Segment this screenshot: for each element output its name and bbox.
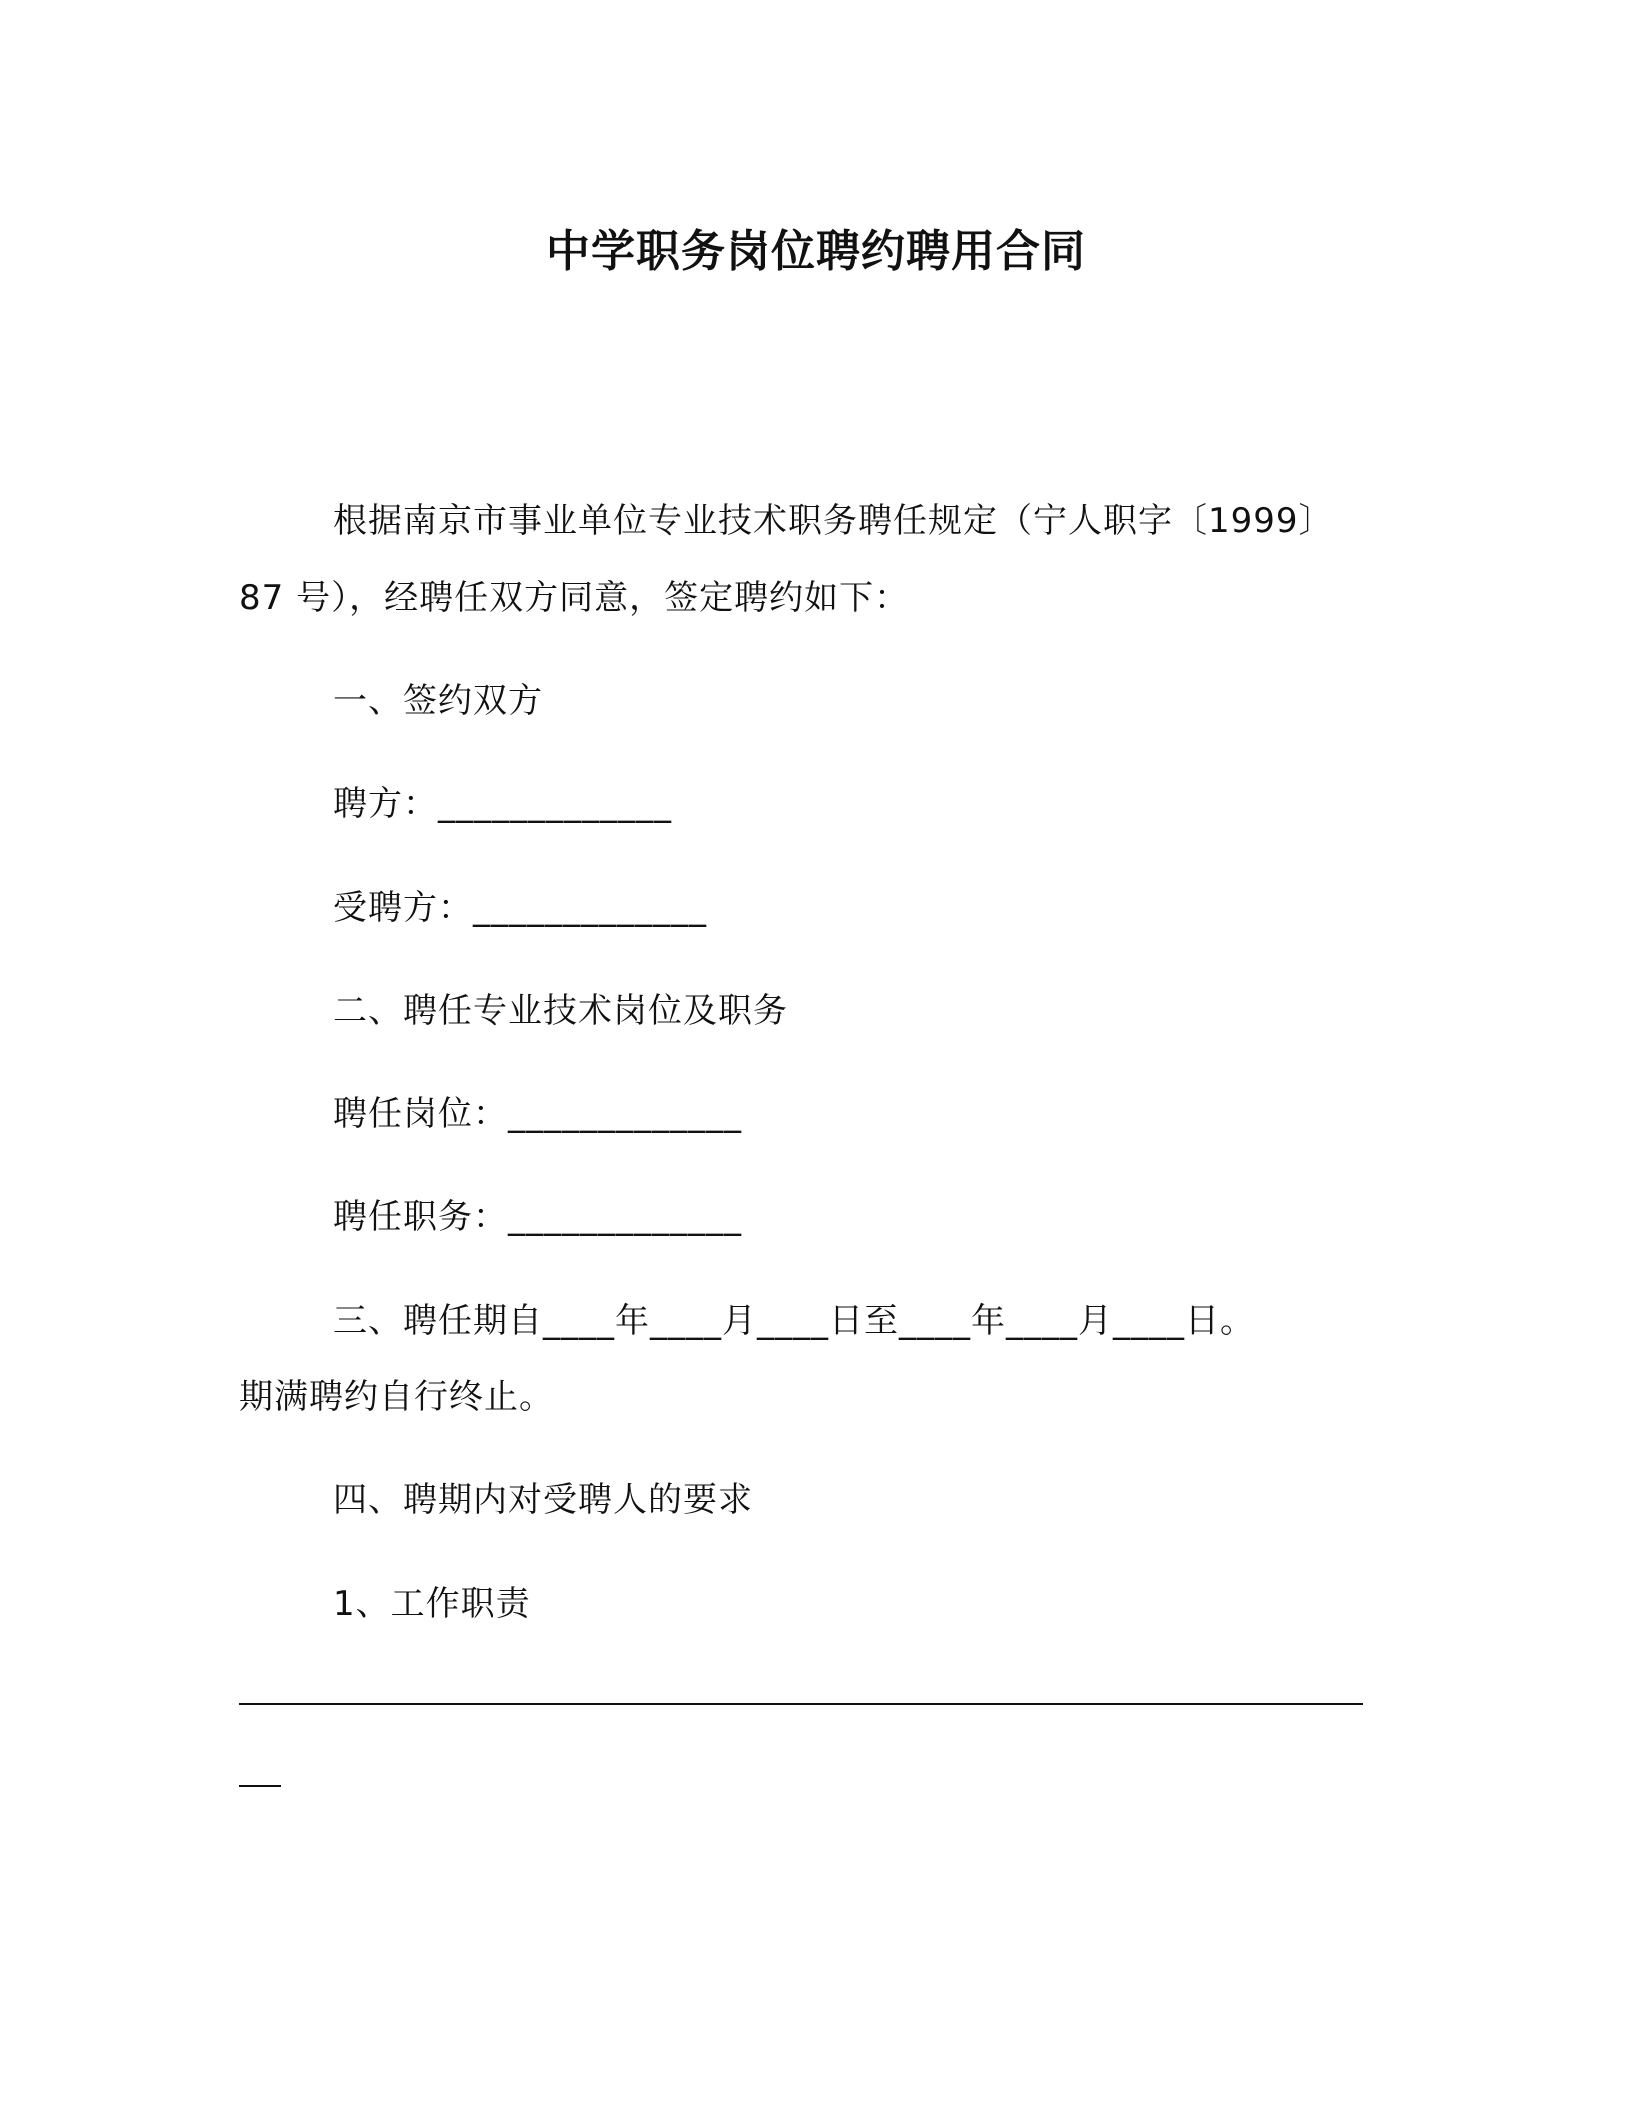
- term-period-line: 三、聘任期自____年____月____日至____年____月____日。: [333, 1301, 1255, 1341]
- blank-fill-line: [239, 1703, 1363, 1705]
- intro-text-line-2: 87 号），经聘任双方同意，签定聘约如下：: [239, 578, 910, 618]
- term-end-line: 期满聘约自行终止。: [239, 1377, 554, 1417]
- employee-field: 受聘方：_____________: [333, 888, 707, 928]
- post-field: 聘任岗位：_____________: [333, 1094, 742, 1134]
- blank-fill-line-continued: [239, 1785, 281, 1787]
- section-2-heading: 二、聘任专业技术岗位及职务: [333, 991, 788, 1031]
- intro-text-line-1: 根据南京市事业单位专业技术职务聘任规定（宁人职字〔1999〕: [333, 501, 1334, 541]
- section-4-heading: 四、聘期内对受聘人的要求: [333, 1480, 753, 1520]
- section-1-heading: 一、签约双方: [333, 681, 543, 721]
- document-title: 中学职务岗位聘约聘用合同: [546, 226, 1086, 277]
- item-1-heading: 1、工作职责: [333, 1584, 531, 1624]
- employer-field: 聘方：_____________: [333, 784, 672, 824]
- duty-field: 聘任职务：_____________: [333, 1197, 742, 1237]
